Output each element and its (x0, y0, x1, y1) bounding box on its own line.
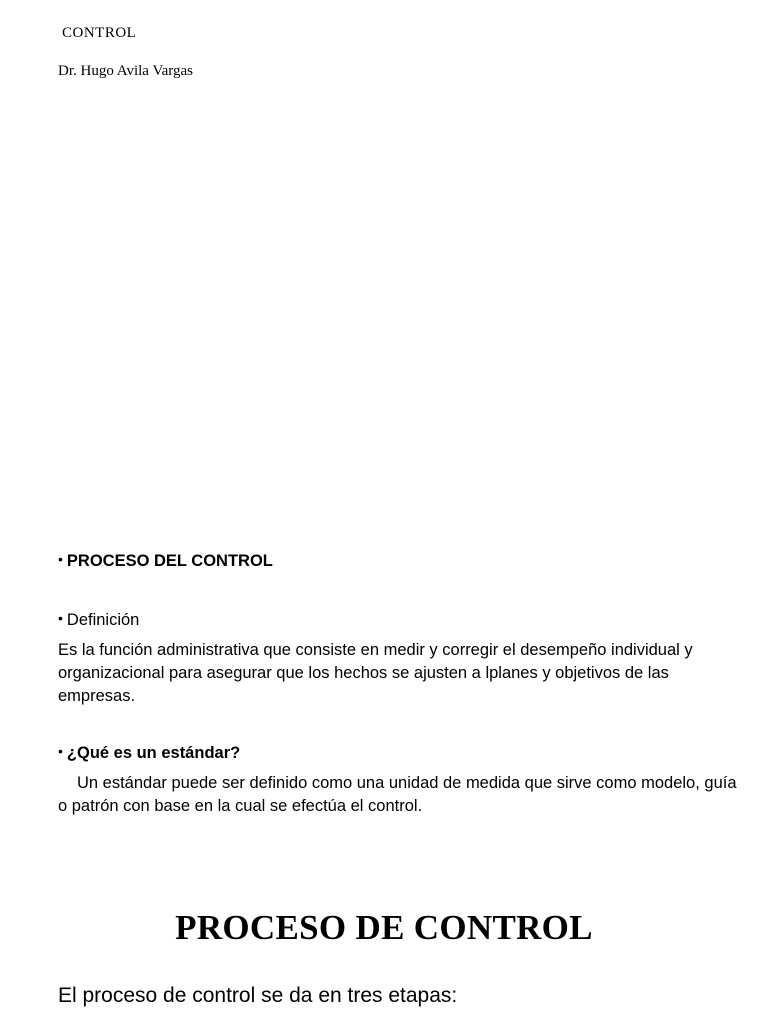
bullet-definicion (58, 610, 139, 630)
document-title: CONTROL (62, 25, 137, 41)
bullet-dot: • (58, 610, 63, 626)
proceso-del-control-label: PROCESO DEL CONTROL (66, 552, 273, 570)
estandar-text: Un estándar puede ser definido como una unidad de medida que sirve como modelo, guía o patrón con base en la cual se efectúa el control. (58, 774, 737, 815)
bullet-que-es-un-estandar (58, 743, 240, 763)
bullet-proceso-del-control (58, 551, 273, 571)
closing-text: El proceso de control se da en tres etapas: (58, 984, 458, 1007)
bullet-dot: • (58, 743, 63, 759)
author-name: Dr. Hugo Avila Vargas (58, 63, 193, 79)
definicion-label: Definición (66, 611, 140, 629)
bullet-dot: • (58, 551, 63, 567)
estandar-question-label: ¿Qué es un estándar? (66, 744, 241, 762)
definicion-text: Es la función administrativa que consiste en medir y corregir el desempeño individual y organizacional para asegurar que los hechos se ajusten a lplanes y objetivos de las empresas. (58, 641, 693, 705)
section-heading: PROCESO DE CONTROL (175, 908, 593, 947)
